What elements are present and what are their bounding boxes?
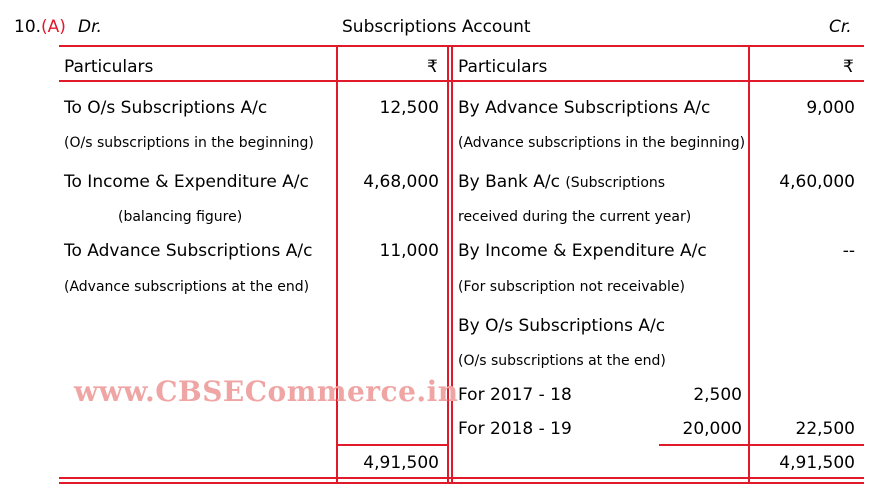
credit-advance-label: By Advance Subscriptions A/c <box>458 98 711 118</box>
credit-ie-note: (For subscription not receivable) <box>458 279 685 295</box>
credit-total: 4,91,500 <box>779 453 855 473</box>
credit-ie-amount: -- <box>842 241 855 261</box>
credit-advance-note: (Advance subscriptions in the beginning) <box>458 135 746 151</box>
credit-os-label: By O/s Subscriptions A/c <box>458 316 666 336</box>
credit-bank-label: By Bank A/c <box>458 172 560 192</box>
right-currency-heading: ₹ <box>843 57 854 77</box>
credit-year2-amount: 22,500 <box>795 419 855 439</box>
debit-os-note: (O/s subscriptions in the beginning) <box>64 135 314 151</box>
right-amount-divider <box>748 45 750 482</box>
total-bottom-rule <box>59 477 864 479</box>
question-header <box>14 17 66 37</box>
debit-ie-label: To Income & Expenditure A/c <box>64 172 309 192</box>
credit-ie-label: By Income & Expenditure A/c <box>458 241 707 261</box>
debit-advance-amount: 11,000 <box>379 241 439 261</box>
total-double-rule <box>59 482 864 484</box>
right-particulars-heading: Particulars <box>458 57 548 77</box>
debit-ie-note: (balancing figure) <box>118 209 243 225</box>
credit-bank-inline-note: (Subscriptions <box>565 175 666 191</box>
credit-year1-label: For 2017 - 18 <box>458 385 572 405</box>
center-divider <box>447 45 449 482</box>
left-amount-divider <box>336 45 338 482</box>
credit-bank-amount: 4,60,000 <box>779 172 855 192</box>
credit-year2-label: For 2018 - 19 <box>458 419 572 439</box>
debit-label: Dr. <box>78 17 102 37</box>
subtotal-rule <box>659 444 748 446</box>
debit-ie-amount: 4,68,000 <box>363 172 439 192</box>
debit-total: 4,91,500 <box>363 453 439 473</box>
header-bottom-rule <box>59 80 864 82</box>
watermark: www.CBSECommerce.in <box>74 375 459 408</box>
left-currency-heading: ₹ <box>427 57 438 77</box>
debit-advance-label: To Advance Subscriptions A/c <box>64 241 313 261</box>
center-divider-inner <box>451 45 453 482</box>
left-total-rule <box>336 444 447 446</box>
debit-advance-note: (Advance subscriptions at the end) <box>64 279 310 295</box>
credit-advance-amount: 9,000 <box>806 98 855 118</box>
credit-label: Cr. <box>829 17 852 37</box>
table-top-rule <box>59 45 864 47</box>
left-particulars-heading: Particulars <box>64 57 154 77</box>
question-part: (A) <box>41 17 66 37</box>
debit-os-label: To O/s Subscriptions A/c <box>64 98 268 118</box>
credit-os-note: (O/s subscriptions at the end) <box>458 353 666 369</box>
credit-bank-note: received during the current year) <box>458 209 692 225</box>
debit-os-amount: 12,500 <box>379 98 439 118</box>
question-number: 10. <box>14 17 42 37</box>
credit-year1-sub-amount: 2,500 <box>693 385 742 405</box>
credit-year2-sub-amount: 20,000 <box>682 419 742 439</box>
right-total-rule <box>748 444 864 446</box>
account-title: Subscriptions Account <box>342 17 531 37</box>
